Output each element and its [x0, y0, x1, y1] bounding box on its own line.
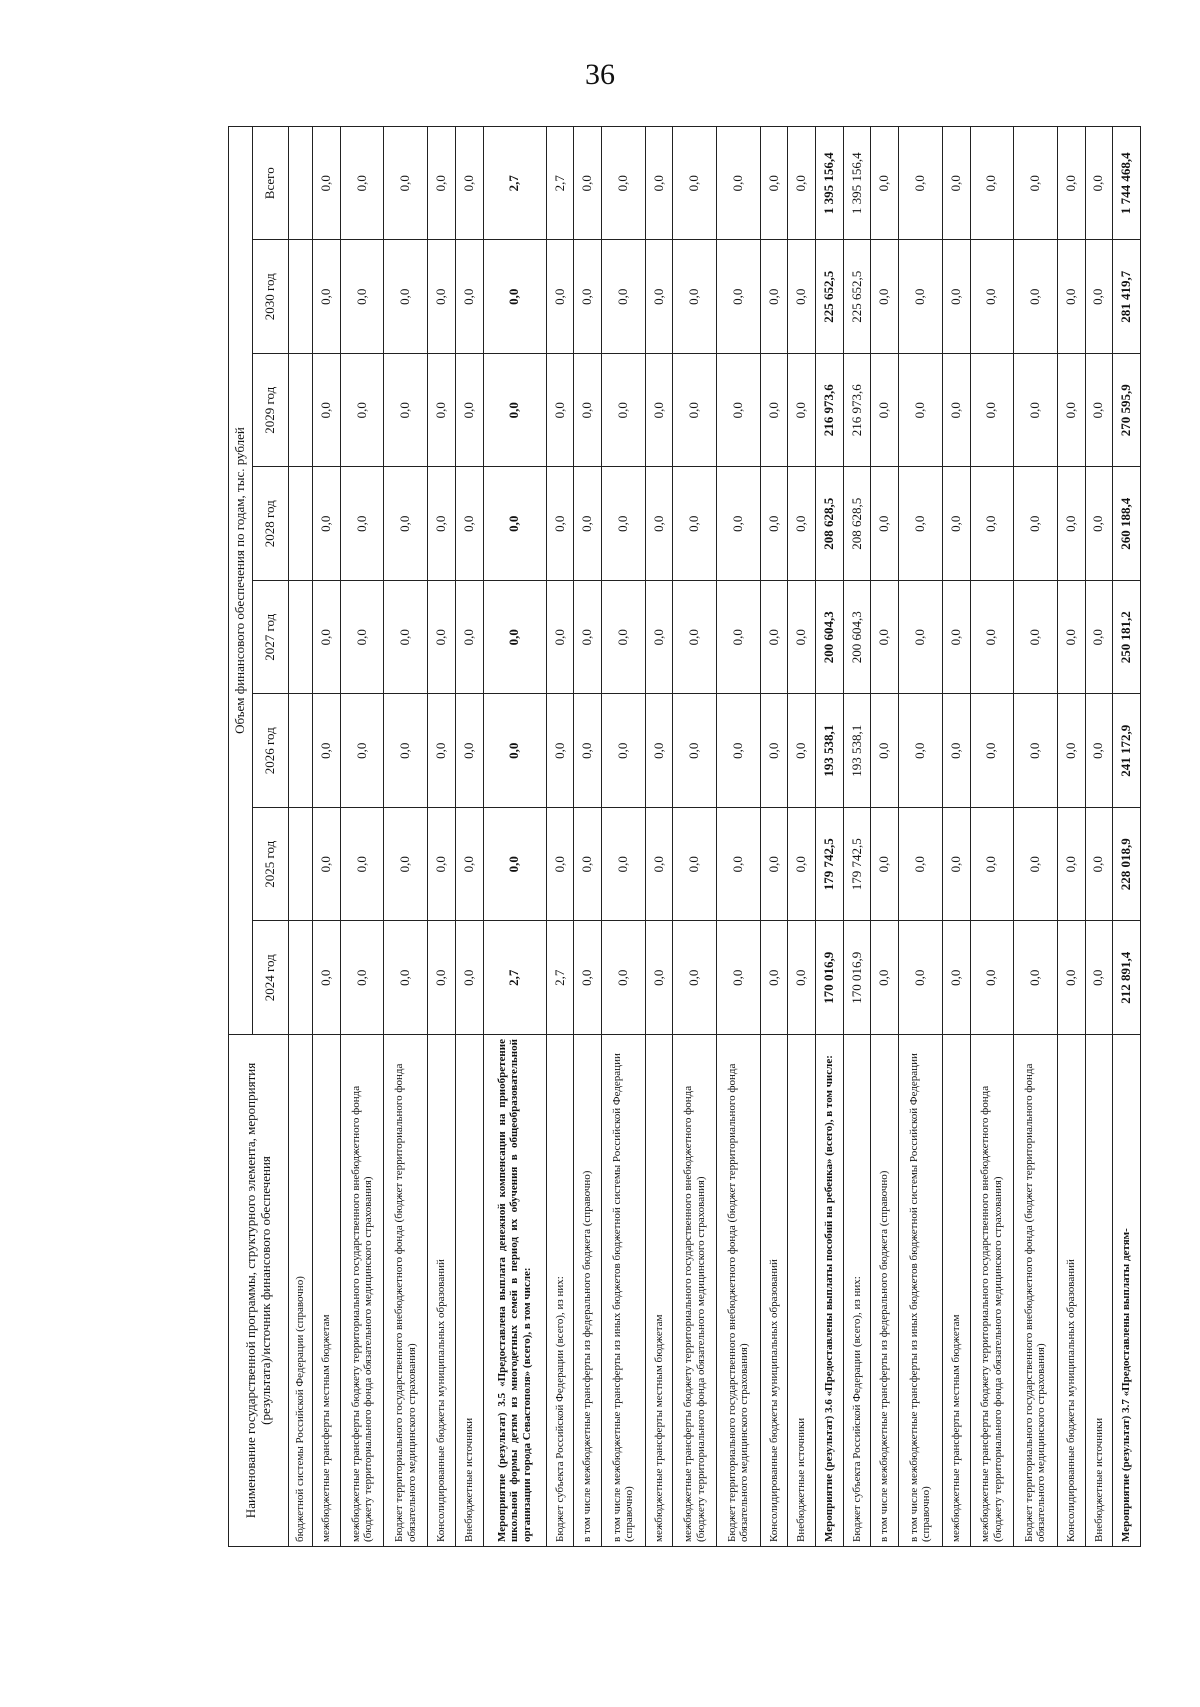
row-name-cell: межбюджетные трансферты бюджету территориального государственного внебюджетного фонда (бюджету территориального фонда обязательного медицинского страхования) [970, 1035, 1014, 1547]
year-value-cell: 179 742,5 [816, 808, 844, 922]
year-value-cell: 0,0 [970, 581, 1014, 695]
year-value-cell: 0,0 [384, 921, 428, 1035]
year-value-cell: 0,0 [871, 240, 899, 354]
year-value-cell: 0,0 [717, 808, 761, 922]
year-value-cell: 0,0 [1057, 921, 1085, 1035]
year-value-cell: 0,0 [455, 581, 483, 695]
year-value-cell: 0,0 [673, 240, 717, 354]
year-value-cell [289, 240, 313, 354]
total-value-cell: 2,7 [546, 126, 574, 240]
year-value-cell: 0,0 [673, 921, 717, 1035]
row-name-cell: в том числе межбюджетные трансферты из федерального бюджета (справочно) [871, 1035, 899, 1547]
year-value-cell: 0,0 [340, 467, 384, 581]
year-value-cell: 0,0 [313, 240, 341, 354]
total-value-cell: 0,0 [673, 126, 717, 240]
row-name-cell: Бюджет территориального государственного внебюджетного фонда (бюджет территориального фонда обязательного медицинского страхования) [717, 1035, 761, 1547]
table-row [816, 126, 844, 1546]
year-value-cell: 0,0 [871, 694, 899, 808]
financing-table [228, 126, 1141, 1547]
year-value-cell: 0,0 [871, 354, 899, 468]
year-value-cell: 170 016,9 [843, 921, 871, 1035]
total-value-cell: 0,0 [313, 126, 341, 240]
row-name-cell: бюджетной системы Российской Федерации (справочно) [289, 1035, 313, 1547]
year-value-cell: 0,0 [428, 581, 456, 695]
year-value-cell: 0,0 [899, 694, 943, 808]
year-value-cell: 2,7 [546, 921, 574, 1035]
year-value-cell: 0,0 [942, 581, 970, 695]
year-value-cell: 0,0 [602, 240, 646, 354]
year-value-cell: 0,0 [970, 921, 1014, 1035]
year-value-cell: 0,0 [574, 921, 602, 1035]
year-value-cell: 0,0 [483, 354, 546, 468]
year-value-cell: 0,0 [673, 354, 717, 468]
year-value-cell: 0,0 [788, 921, 816, 1035]
year-value-cell: 0,0 [1057, 694, 1085, 808]
year-value-cell: 0,0 [788, 467, 816, 581]
year-value-cell: 0,0 [871, 581, 899, 695]
year-value-cell: 0,0 [384, 581, 428, 695]
table-row [645, 126, 673, 1546]
year-value-cell: 0,0 [1085, 240, 1113, 354]
header-total: Всего [253, 126, 289, 240]
year-value-cell: 0,0 [428, 240, 456, 354]
year-value-cell: 0,0 [1014, 354, 1058, 468]
row-name-cell: межбюджетные трансферты местным бюджетам [313, 1035, 341, 1547]
year-value-cell: 170 016,9 [816, 921, 844, 1035]
year-value-cell: 281 419,7 [1113, 240, 1141, 354]
year-value-cell: 0,0 [384, 808, 428, 922]
header-year: 2028 год [253, 467, 289, 581]
year-value-cell: 0,0 [788, 581, 816, 695]
row-name-cell: Консолидированные бюджеты муниципальных образований [760, 1035, 788, 1547]
year-value-cell: 0,0 [717, 354, 761, 468]
year-value-cell: 0,0 [673, 467, 717, 581]
total-value-cell: 0,0 [1085, 126, 1113, 240]
year-value-cell: 0,0 [942, 467, 970, 581]
year-value-cell: 0,0 [1014, 240, 1058, 354]
year-value-cell: 0,0 [1014, 467, 1058, 581]
year-value-cell: 0,0 [313, 354, 341, 468]
year-value-cell: 225 652,5 [816, 240, 844, 354]
row-name-cell: Внебюджетные источники [788, 1035, 816, 1547]
year-value-cell: 0,0 [942, 240, 970, 354]
year-value-cell: 0,0 [1085, 467, 1113, 581]
table-row [340, 126, 384, 1546]
row-name-cell: Консолидированные бюджеты муниципальных образований [428, 1035, 456, 1547]
year-value-cell: 0,0 [455, 808, 483, 922]
rotated-table-container [228, 127, 1141, 1547]
total-value-cell: 0,0 [602, 126, 646, 240]
table-row [455, 126, 483, 1546]
year-value-cell: 0,0 [645, 808, 673, 922]
row-name-cell: Консолидированные бюджеты муниципальных образований [1057, 1035, 1085, 1547]
header-year: 2024 год [253, 921, 289, 1035]
year-value-cell: 0,0 [760, 921, 788, 1035]
year-value-cell: 0,0 [899, 467, 943, 581]
table-row [788, 126, 816, 1546]
year-value-cell: 0,0 [871, 808, 899, 922]
year-value-cell [289, 694, 313, 808]
table-row [871, 126, 899, 1546]
year-value-cell: 0,0 [717, 581, 761, 695]
table-row [1085, 126, 1113, 1546]
total-value-cell: 0,0 [788, 126, 816, 240]
total-value-cell: 1 395 156,4 [816, 126, 844, 240]
row-name-cell: межбюджетные трансферты бюджету территориального государственного внебюджетного фонда (бюджету территориального фонда обязательного медицинского страхования) [340, 1035, 384, 1547]
row-name-cell: Мероприятие (результат) 3.6 «Предоставлены выплаты пособий на ребенка» (всего), в том числе: [816, 1035, 844, 1547]
total-value-cell: 1 744 468,4 [1113, 126, 1141, 240]
year-value-cell: 0,0 [970, 694, 1014, 808]
year-value-cell: 0,0 [602, 354, 646, 468]
year-value-cell: 0,0 [673, 808, 717, 922]
header-name-column: Наименование государственной программы, структурного элемента, мероприятия (результата)/источник финансового обеспечения [229, 1035, 289, 1547]
total-value-cell: 0,0 [645, 126, 673, 240]
row-name-cell: межбюджетные трансферты местным бюджетам [942, 1035, 970, 1547]
year-value-cell [289, 921, 313, 1035]
year-value-cell: 0,0 [717, 240, 761, 354]
year-value-cell: 0,0 [1085, 354, 1113, 468]
year-value-cell: 0,0 [455, 467, 483, 581]
year-value-cell: 0,0 [1057, 354, 1085, 468]
total-value-cell: 0,0 [717, 126, 761, 240]
year-value-cell: 0,0 [428, 808, 456, 922]
year-value-cell: 0,0 [340, 808, 384, 922]
year-value-cell: 0,0 [313, 921, 341, 1035]
year-value-cell: 0,0 [760, 240, 788, 354]
year-value-cell: 0,0 [313, 694, 341, 808]
table-row [673, 126, 717, 1546]
year-value-cell: 0,0 [942, 694, 970, 808]
year-value-cell [289, 808, 313, 922]
table-row [428, 126, 456, 1546]
year-value-cell: 193 538,1 [843, 694, 871, 808]
year-value-cell: 0,0 [899, 581, 943, 695]
year-value-cell: 212 891,4 [1113, 921, 1141, 1035]
year-value-cell: 0,0 [970, 467, 1014, 581]
year-value-cell: 0,0 [942, 808, 970, 922]
year-value-cell: 0,0 [645, 921, 673, 1035]
year-value-cell: 0,0 [602, 467, 646, 581]
year-value-cell: 0,0 [602, 921, 646, 1035]
table-row [899, 126, 943, 1546]
table-row [717, 126, 761, 1546]
year-value-cell: 0,0 [384, 467, 428, 581]
year-value-cell: 200 604,3 [843, 581, 871, 695]
year-value-cell: 0,0 [645, 581, 673, 695]
year-value-cell: 0,0 [1057, 240, 1085, 354]
table-body [289, 126, 1141, 1546]
total-value-cell: 0,0 [1014, 126, 1058, 240]
table-row [574, 126, 602, 1546]
year-value-cell: 0,0 [384, 240, 428, 354]
row-name-cell: Внебюджетные источники [455, 1035, 483, 1547]
year-value-cell: 0,0 [313, 808, 341, 922]
year-value-cell: 0,0 [673, 581, 717, 695]
year-value-cell: 0,0 [970, 808, 1014, 922]
table-row [483, 126, 546, 1546]
year-value-cell: 0,0 [546, 581, 574, 695]
table-row [602, 126, 646, 1546]
table-row [1014, 126, 1058, 1546]
row-name-cell: Бюджет субъекта Российской Федерации (всего), из них: [843, 1035, 871, 1547]
year-value-cell: 0,0 [788, 240, 816, 354]
year-value-cell: 0,0 [1014, 921, 1058, 1035]
year-value-cell: 225 652,5 [843, 240, 871, 354]
year-value-cell: 228 018,9 [1113, 808, 1141, 922]
total-value-cell: 2,7 [483, 126, 546, 240]
year-value-cell: 0,0 [546, 354, 574, 468]
row-name-cell: в том числе межбюджетные трансферты из иных бюджетов бюджетной системы Российской Федерации (справочно) [602, 1035, 646, 1547]
year-value-cell: 0,0 [760, 354, 788, 468]
row-name-cell: Мероприятие (результат) 3.5 «Предоставлена выплата денежной компенсации на приобретение школьной формы детям из многодетных семей в период их обучения в общеобразовательной организации города Севастополя» (всего), в том числе: [483, 1035, 546, 1547]
year-value-cell: 0,0 [970, 240, 1014, 354]
year-value-cell [289, 354, 313, 468]
year-value-cell: 0,0 [899, 354, 943, 468]
year-value-cell: 0,0 [788, 354, 816, 468]
year-value-cell: 0,0 [483, 240, 546, 354]
year-value-cell: 0,0 [645, 467, 673, 581]
year-value-cell: 0,0 [340, 240, 384, 354]
year-value-cell: 0,0 [313, 467, 341, 581]
year-value-cell: 0,0 [645, 354, 673, 468]
year-value-cell: 0,0 [574, 694, 602, 808]
row-name-cell: Бюджет территориального государственного внебюджетного фонда (бюджет территориального фонда обязательного медицинского страхования) [384, 1035, 428, 1547]
row-name-cell: Бюджет территориального государственного внебюджетного фонда (бюджет территориального фонда обязательного медицинского страхования) [1014, 1035, 1058, 1547]
total-value-cell [289, 126, 313, 240]
year-value-cell: 193 538,1 [816, 694, 844, 808]
year-value-cell: 250 181,2 [1113, 581, 1141, 695]
year-value-cell: 208 628,5 [816, 467, 844, 581]
year-value-cell [289, 467, 313, 581]
total-value-cell: 0,0 [760, 126, 788, 240]
year-value-cell: 0,0 [546, 808, 574, 922]
year-value-cell: 0,0 [645, 694, 673, 808]
year-value-cell: 0,0 [1085, 581, 1113, 695]
header-year: 2026 год [253, 694, 289, 808]
year-value-cell: 0,0 [455, 694, 483, 808]
year-value-cell: 0,0 [546, 240, 574, 354]
year-value-cell: 0,0 [788, 808, 816, 922]
header-year: 2027 год [253, 581, 289, 695]
row-name-cell: межбюджетные трансферты бюджету территориального государственного внебюджетного фонда (бюджету территориального фонда обязательного медицинского страхования) [673, 1035, 717, 1547]
year-value-cell: 0,0 [483, 694, 546, 808]
year-value-cell: 0,0 [574, 240, 602, 354]
year-value-cell: 0,0 [899, 808, 943, 922]
year-value-cell: 0,0 [574, 581, 602, 695]
table-row [313, 126, 341, 1546]
year-value-cell: 0,0 [483, 467, 546, 581]
year-value-cell: 0,0 [1085, 921, 1113, 1035]
table-row [546, 126, 574, 1546]
row-name-cell: Внебюджетные источники [1085, 1035, 1113, 1547]
year-value-cell: 0,0 [717, 921, 761, 1035]
year-value-cell: 0,0 [717, 467, 761, 581]
table-row [289, 126, 313, 1546]
year-value-cell: 0,0 [602, 808, 646, 922]
year-value-cell: 0,0 [546, 467, 574, 581]
year-value-cell: 0,0 [602, 694, 646, 808]
header-financing-group: Объем финансового обеспечения по годам, тыс. рублей [229, 126, 253, 1034]
year-value-cell: 200 604,3 [816, 581, 844, 695]
table-row [843, 126, 871, 1546]
year-value-cell: 0,0 [760, 694, 788, 808]
year-value-cell: 0,0 [760, 581, 788, 695]
year-value-cell: 0,0 [871, 467, 899, 581]
year-value-cell: 179 742,5 [843, 808, 871, 922]
year-value-cell: 0,0 [1057, 467, 1085, 581]
total-value-cell: 0,0 [574, 126, 602, 240]
year-value-cell: 208 628,5 [843, 467, 871, 581]
year-value-cell: 0,0 [340, 694, 384, 808]
total-value-cell: 0,0 [970, 126, 1014, 240]
year-value-cell: 0,0 [1085, 694, 1113, 808]
year-value-cell: 0,0 [1085, 808, 1113, 922]
year-value-cell: 0,0 [871, 921, 899, 1035]
year-value-cell: 0,0 [340, 354, 384, 468]
table-row [942, 126, 970, 1546]
total-value-cell: 0,0 [455, 126, 483, 240]
table-row [384, 126, 428, 1546]
total-value-cell: 0,0 [428, 126, 456, 240]
year-value-cell: 0,0 [602, 581, 646, 695]
year-value-cell: 0,0 [970, 354, 1014, 468]
year-value-cell: 0,0 [428, 694, 456, 808]
year-value-cell: 0,0 [455, 354, 483, 468]
row-name-cell: Мероприятие (результат) 3.7 «Предоставлены выплаты детям- [1113, 1035, 1141, 1547]
table-row [1113, 126, 1141, 1546]
year-value-cell: 0,0 [455, 921, 483, 1035]
year-value-cell: 260 188,4 [1113, 467, 1141, 581]
year-value-cell: 0,0 [899, 921, 943, 1035]
year-value-cell: 270 595,9 [1113, 354, 1141, 468]
year-value-cell [289, 581, 313, 695]
year-value-cell: 0,0 [428, 921, 456, 1035]
year-value-cell: 0,0 [428, 467, 456, 581]
year-value-cell: 0,0 [340, 581, 384, 695]
year-value-cell: 0,0 [942, 921, 970, 1035]
year-value-cell: 0,0 [760, 467, 788, 581]
row-name-cell: межбюджетные трансферты местным бюджетам [645, 1035, 673, 1547]
row-name-cell: в том числе межбюджетные трансферты из иных бюджетов бюджетной системы Российской Федерации (справочно) [899, 1035, 943, 1547]
year-value-cell: 241 172,9 [1113, 694, 1141, 808]
total-value-cell: 0,0 [1057, 126, 1085, 240]
total-value-cell: 0,0 [899, 126, 943, 240]
total-value-cell: 0,0 [384, 126, 428, 240]
year-value-cell: 0,0 [483, 808, 546, 922]
row-name-cell: Бюджет субъекта Российской Федерации (всего), из них: [546, 1035, 574, 1547]
year-value-cell: 216 973,6 [816, 354, 844, 468]
year-value-cell: 0,0 [760, 808, 788, 922]
year-value-cell: 0,0 [428, 354, 456, 468]
year-value-cell: 0,0 [455, 240, 483, 354]
year-value-cell: 0,0 [574, 467, 602, 581]
total-value-cell: 0,0 [871, 126, 899, 240]
total-value-cell: 0,0 [942, 126, 970, 240]
year-value-cell: 0,0 [645, 240, 673, 354]
year-value-cell: 0,0 [1057, 581, 1085, 695]
year-value-cell: 2,7 [483, 921, 546, 1035]
year-value-cell: 0,0 [717, 694, 761, 808]
header-year: 2025 год [253, 808, 289, 922]
row-name-cell: в том числе межбюджетные трансферты из федерального бюджета (справочно) [574, 1035, 602, 1547]
year-value-cell: 0,0 [574, 808, 602, 922]
header-year: 2029 год [253, 354, 289, 468]
year-value-cell: 0,0 [483, 581, 546, 695]
year-value-cell: 216 973,6 [843, 354, 871, 468]
year-value-cell: 0,0 [1014, 581, 1058, 695]
header-year: 2030 год [253, 240, 289, 354]
year-value-cell: 0,0 [313, 581, 341, 695]
page-number: 36 [585, 58, 615, 91]
total-value-cell: 0,0 [340, 126, 384, 240]
year-value-cell: 0,0 [1014, 694, 1058, 808]
year-value-cell: 0,0 [1014, 808, 1058, 922]
year-value-cell: 0,0 [1057, 808, 1085, 922]
year-value-cell: 0,0 [574, 354, 602, 468]
year-value-cell: 0,0 [384, 354, 428, 468]
total-value-cell: 1 395 156,4 [843, 126, 871, 240]
table-row [970, 126, 1014, 1546]
year-value-cell: 0,0 [788, 694, 816, 808]
year-value-cell: 0,0 [546, 694, 574, 808]
table-row [1057, 126, 1085, 1546]
table-row [760, 126, 788, 1546]
year-value-cell: 0,0 [340, 921, 384, 1035]
year-value-cell: 0,0 [899, 240, 943, 354]
year-value-cell: 0,0 [942, 354, 970, 468]
year-value-cell: 0,0 [673, 694, 717, 808]
year-value-cell: 0,0 [384, 694, 428, 808]
